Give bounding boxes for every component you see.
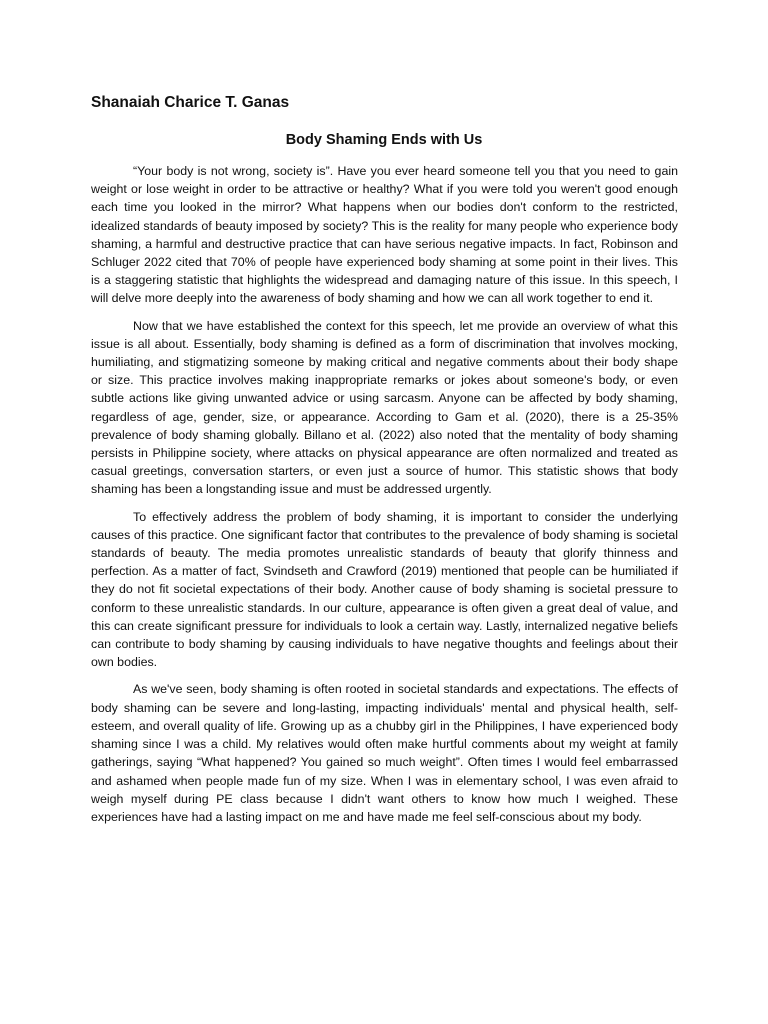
- paragraph-effects: As we've seen, body shaming is often rooted in societal standards and expectations. The effects of body shaming can be severe and long-lasting, impacting individuals' mental and physical health, self-esteem, and overall quality of life. Growing up as a chubby girl in the Philippines, I have experienced body shaming since I was a child. My relatives would often make hurtful comments about my weight at family gatherings, saying “What happened? You gained so much weight”. Often times I would feel embarrassed and ashamed when people made fun of my size. When I was in elementary school, I was even afraid to weigh myself during PE class because I didn't want others to know how much I weighed. These experiences have had a lasting impact on me and have made me feel self-conscious about my body.: [91, 682, 678, 824]
- paragraph-overview: Now that we have established the context for this speech, let me provide an overview of what this issue is all about. Essentially, body shaming is defined as a form of discrimination that involves mocking, humiliating, and stigmatizing someone by making critical and negative comments about their body shape or size. This practice involves making inappropriate remarks or jokes about someone's body, or even subtle actions like giving unwanted advice or using sarcasm. Anyone can be affected by body shaming, regardless of age, gender, size, or appearance. According to Gam et al. (2020), there is a 25-35% prevalence of body shaming globally. Billano et al. (2022) also noted that the mentality of body shaming persists in Philippine society, where attacks on physical appearance are often normalized and treated as casual greetings, conversation starters, or even just a source of humor. This statistic shows that body shaming has been a longstanding issue and must be addressed urgently.: [91, 318, 678, 497]
- document-title: Body Shaming Ends with Us: [285, 132, 483, 148]
- paragraph-causes: To effectively address the problem of body shaming, it is important to consider the underlying causes of this practice. One significant factor that contributes to the prevalence of body shaming is societal standards of beauty. The media promotes unrealistic standards of beauty that glorify thinness and perfection. As a matter of fact, Svindseth and Crawford (2019) mentioned that people can be humiliated if they do not fit societal expectations of their body. Another cause of body shaming is societal pressure to conform to these unrealistic standards. In our culture, appearance is often given a great deal of value, and this can create significant pressure for individuals to look a certain way. Lastly, internalized negative beliefs can contribute to body shaming by causing individuals to have negative thoughts and feelings about their own bodies.: [91, 509, 678, 670]
- author-name: Shanaiah Charice T. Ganas: [91, 94, 290, 111]
- paragraph-introduction: “Your body is not wrong, society is”. Have you ever heard someone tell you that you need to gain weight or lose weight in order to be attractive or healthy? What if you were told you weren't good enough each time you looked in the mirror? What happens when our bodies don't conform to the restricted, idealized standards of beauty imposed by society? This is the reality for many people who experience body shaming, a harmful and destructive practice that can have serious negative impacts. In fact, Robinson and Schluger 2022 cited that 70% of people have experienced body shaming at some point in their lives. This is a staggering statistic that highlights the widespread and damaging nature of this issue. In this speech, I will delve more deeply into the awareness of body shaming and how we can all work together to end it.: [91, 164, 678, 306]
- document-body: [91, 162, 678, 835]
